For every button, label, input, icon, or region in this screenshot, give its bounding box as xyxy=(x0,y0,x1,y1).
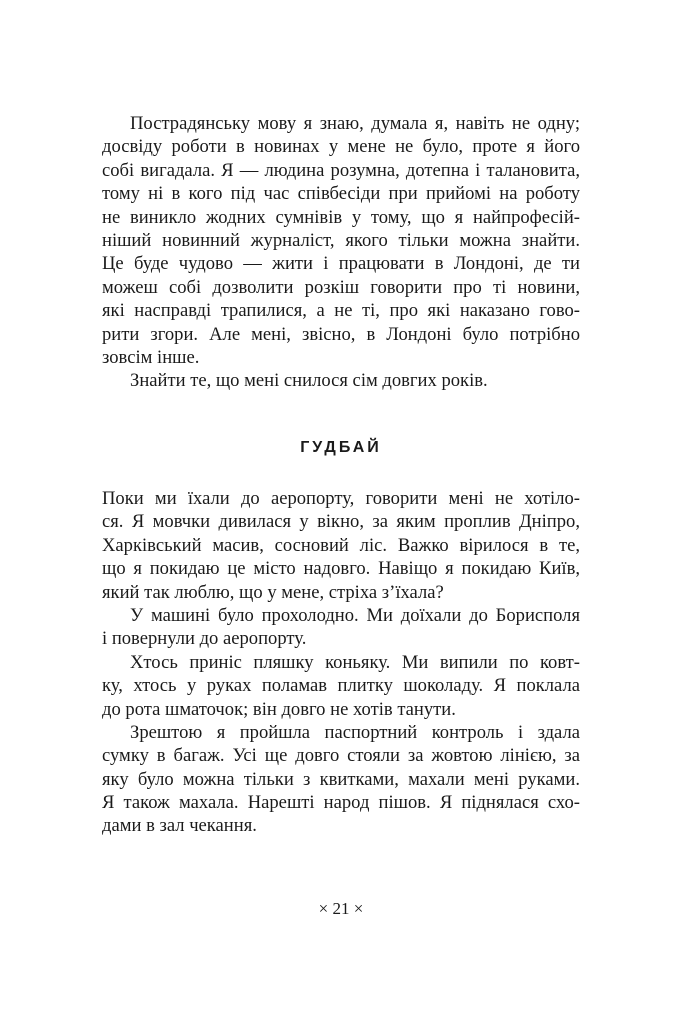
text-line: зовсім інше. xyxy=(102,346,200,368)
text-line: сумку в багаж. Усі ще довго стояли за жовтою лінією, за xyxy=(102,745,580,767)
text-line: які насправді трапилися, а не ті, про які наказано гово- xyxy=(102,300,580,322)
text-line: У машині було прохолодно. Ми доїхали до Борисполя xyxy=(130,604,580,626)
text-line: тому ні в кого під час співбесіди при прийомі на роботу xyxy=(102,183,580,205)
text-line: можеш собі дозволити розкіш говорити про ті новини, xyxy=(102,276,580,298)
text-line: ку, хтось у руках поламав плитку шоколаду. Я поклала xyxy=(102,675,580,697)
text-line: дами в зал чекання. xyxy=(102,815,257,837)
chapter-heading: ГУДБАЙ xyxy=(300,439,382,456)
text-line: Поки ми їхали до аеропорту, говорити мені не хотіло- xyxy=(102,488,580,509)
text-line: Знайти те, що мені снилося сім довгих років. xyxy=(130,370,488,392)
page-number: × 21 × xyxy=(318,899,364,918)
text-block-goodbye xyxy=(102,487,580,838)
text-line: собі вигадала. Я — людина розумна, дотепна і талановита, xyxy=(102,159,580,181)
text-block-intro xyxy=(102,112,580,393)
text-line: що я покидаю це місто надовго. Навіщо я покидаю Київ, xyxy=(102,558,580,580)
text-line: Хтось приніс пляшку коньяку. Ми випили по ковт- xyxy=(130,651,580,673)
text-line: до рота шматочок; він довго не хотів танути. xyxy=(102,698,456,720)
text-line: ніший новинний журналіст, якого тільки можна знайти. xyxy=(102,229,580,251)
text-line: Це буде чудово — жити і працювати в Лондоні, де ти xyxy=(102,253,580,275)
text-line: яку було можна тільки з квитками, махали мені руками. xyxy=(102,768,580,790)
text-line: не виникло жодних сумнівів у тому, що я найпрофесій- xyxy=(102,206,580,228)
text-line: Пострадянську мову я знаю, думала я, навіть не одну; xyxy=(130,113,580,134)
text-line: Харківський масив, сосновий ліс. Важко вірилося в те, xyxy=(102,534,580,556)
text-line: який так люблю, що у мене, стріха з’їхала? xyxy=(102,581,444,603)
text-line: ся. Я мовчки дивилася у вікно, за яким проплив Дніпро, xyxy=(102,511,580,533)
text-line: Зрештою я пройшла паспортний контроль і здала xyxy=(130,721,580,743)
text-line: досвіду роботи в новинах у мене не було, проте я його xyxy=(102,136,580,158)
text-line: Я також махала. Нарешті народ пішов. Я піднялася схо- xyxy=(102,792,580,814)
text-line: рити згори. Але мені, звісно, в Лондоні було потрібно xyxy=(102,323,580,345)
text-line: і повернули до аеропорту. xyxy=(102,628,307,650)
